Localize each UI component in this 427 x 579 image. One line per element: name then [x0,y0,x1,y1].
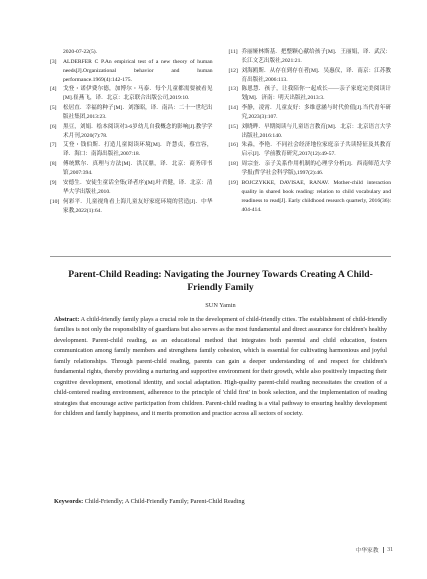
reference-number: [12] [228,67,238,74]
reference-item [229,48,392,66]
reference-item [50,58,213,85]
reference-item [50,104,213,122]
reference-item [50,85,213,103]
reference-text: 刘海鸥斯．从存在到存在者[M]．吴惠仪，译．南京：江苏教育出版社,2006:113. [241,67,391,83]
reference-item [229,123,392,141]
keywords-label: Keywords: [54,498,84,505]
reference-text: BOJCZYKKE, DAVISAE, RANAV. Mother-child interaction quality in shared book reading: relation to child vocabulary and readiness to read[J]. Early childhood research quarterly, 2016(36): 404-414. [241,179,391,213]
reference-item [229,85,392,103]
reference-item [229,67,392,85]
reference-item [50,48,213,57]
reference-text: 朱淼，李艳．不同社会经济地位家庭亲子共读特征及其教育启示[J]．学前教育研究,2017(12):49-57. [241,142,391,158]
reference-number: [18] [228,161,238,168]
section-divider [50,256,391,257]
reference-text: 艾登・钱伯斯．打造儿童阅读环境[M]．许慧贞，蔡宜容，译．海口：南海出版社,2007:18. [63,142,213,158]
reference-number: [16] [228,142,238,149]
abstract-label: Abstract: [54,316,80,323]
reference-text: ALDERFER C P.An empirical test of a new theory of human needs[J].Organizational behavior and human performance.1969(4):142-175. [63,58,213,83]
reference-item [229,179,392,215]
reference-number: [7] [50,142,57,149]
article-title: Parent-Child Reading: Navigating the Journey Towards Creating A Child-Friendly Family [68,269,373,294]
reference-text: 刘晓晔．早期阅读与儿童语言教育[M]．北京：北京语言大学出版社,2016:140. [241,123,391,139]
reference-number: [3] [50,58,57,65]
reference-item [50,123,213,141]
reference-number: [19] [228,179,238,186]
reference-number: [9] [50,179,57,186]
reference-text: 周宗奎．亲子关系作用机制的心理学分析[J]．西南师范大学学报(哲学社会科学版),1997(2):46. [241,161,391,177]
reference-number: [8] [50,161,57,168]
reference-number: [15] [228,123,238,130]
reference-text: 戈登・诺伊费尔德，加博尔・马泰．每个儿童都需要被看见[M].崔燕飞，译．北京：北京联合出版公司,2019:10. [63,86,213,102]
reference-number: [14] [228,105,238,112]
reference-text: 陈恩慧．孩子，让我陪你一起成长——亲子家庭完美阅读计划[M]．济南：明天出版社,2013:3. [241,86,391,102]
footer-journal-name: 中华家教 [355,548,379,554]
reference-number: [11] [228,49,238,55]
references-left-column [50,48,213,216]
reference-text: 乔丽娅林斯基．把整颗心献给孩子[M]．王丽娟，译．武汉：长江文艺出版社,2021:21. [241,49,391,65]
reference-item [229,141,392,159]
reference-number: [4] [50,86,57,93]
reference-text: 松居直．幸福的种子[M]．刘涤昭，译．南昌：二十一世纪出版社集团,2013:23. [63,105,213,121]
reference-text: 傅统默尔．真理与方法[M]．洪汉鼎，译．北京：商务印书馆,2007:394. [63,161,213,177]
reference-item [229,104,392,122]
reference-item [50,160,213,178]
reference-item [50,179,213,197]
reference-number: [5] [50,105,57,112]
keywords-line [54,497,387,507]
reference-item [50,198,213,216]
reference-text: 李静，凌霄．儿童友好：多维意涵与时代价值[J].当代青年研究,2023(3):107. [241,105,391,121]
reference-text: 安德生．安徒生童话全集(译者序)[M].叶君健，译．北京：清华大学出版社,2010. [63,179,213,195]
reference-text: 2020-07-22(5). [63,49,98,55]
reference-text: 黑豆，刘娟．绘本阅读对3-6岁幼儿自我概念的影响[J].教学学术月刊,2020(7):78. [63,123,213,139]
keywords-text: Child-Friendly; A Child-Friendly Family; Parent-Child Reading [84,498,245,505]
references-right-column [229,48,392,216]
reference-number: [6] [50,123,57,130]
abstract-text: A child-friendly family plays a crucial role in the development of child-friendly cities. The establishment of child-friendly families is not only the responsibility of guardians but also serves as the most fundamental and direct assurance for children's healthy development. Parent-child reading, as an educational method that integrates both parental and child education, fosters communication among family members and strengthens family cohesion, which is essential for cultivating harmonious and joyful family relationships. Through parent-child reading, parents can gain a deeper understanding of and respect for children's fundamental rights, thereby providing a nurturing and supportive environment for their growth, while also positively impacting their cognitive development, emotional identity, and social adaptation. High-quality parent-child reading necessitates the creation of a child-centered reading environment, adherence to the principle of 'child first' in book selection, and the implementation of reading strategies that encourage active participation from children. Parent-child reading is a vital pathway to ensuring healthy development for children and family happiness, and it merits promotion and practice across all sectors of society. [54,316,387,417]
reference-item [229,160,392,178]
reference-text: 何彩平．儿童视角看上海儿童友好家庭环境的营造[J]．中华家教,2022(1):64. [63,198,213,214]
reference-number: [13] [228,86,238,93]
references-section [50,48,391,216]
reference-item [50,141,213,159]
page-number: 31 [387,546,393,553]
page-footer [355,545,393,554]
reference-number: [10] [50,198,60,205]
abstract-paragraph [54,315,387,419]
footer-separator [383,547,384,553]
article-author: SUN Yamin [205,302,236,309]
